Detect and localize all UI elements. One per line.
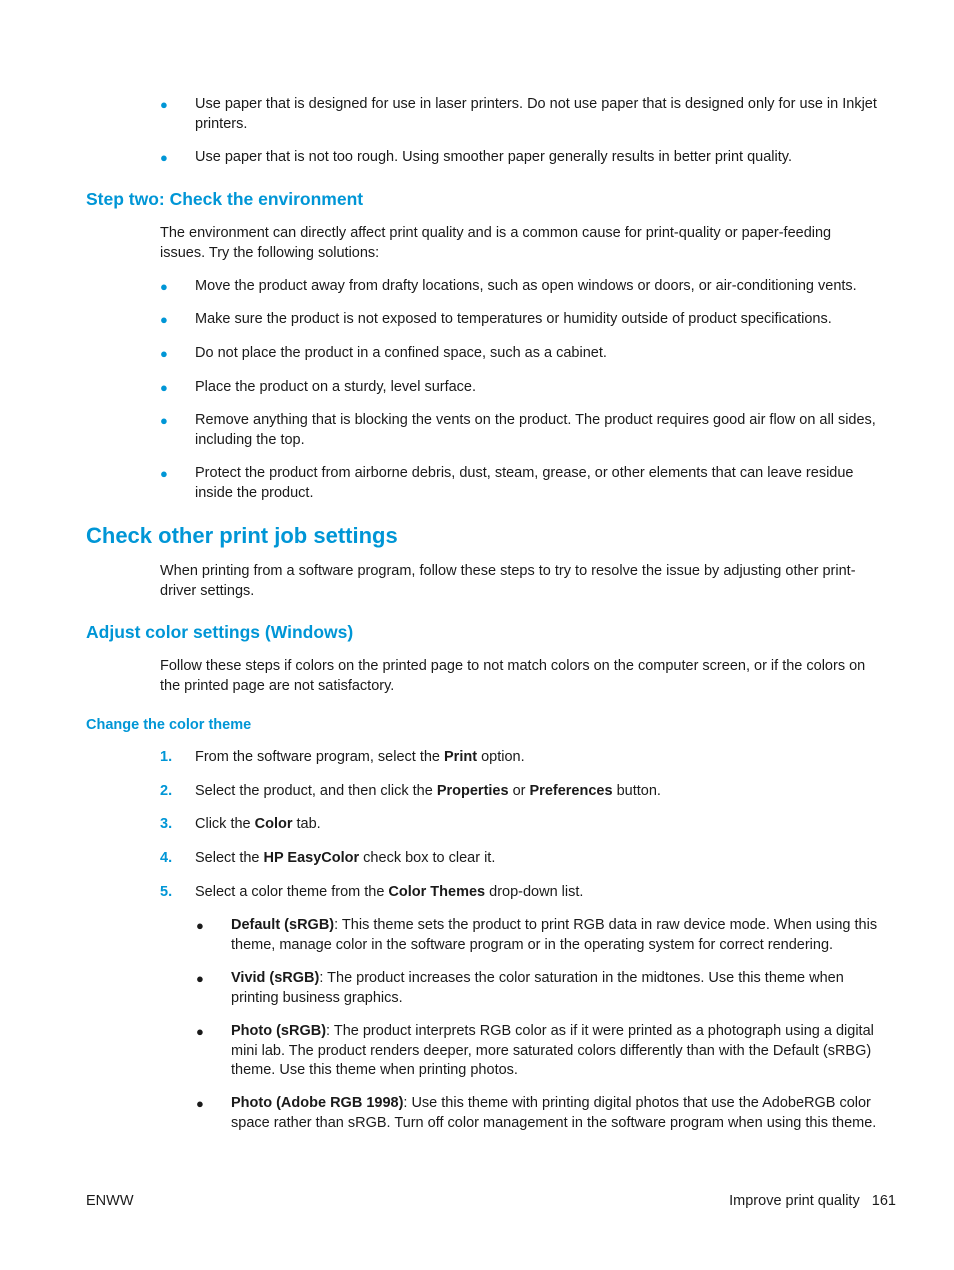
step-text: Select a color theme from the	[195, 884, 389, 900]
bullet-text: Make sure the product is not exposed to temperatures or humidity outside of product specifications.	[195, 311, 832, 327]
step-item	[160, 883, 890, 903]
section-heading-check-other: Check other print job settings	[86, 523, 398, 548]
bullet-text: Protect the product from airborne debris, dust, steam, grease, or other elements that can leave residue inside the product.	[195, 465, 854, 501]
bullet-text: Move the product away from drafty locations, such as open windows or doors, or air-conditioning vents.	[195, 278, 857, 294]
bullet-text: Do not place the product in a confined space, such as a cabinet.	[195, 345, 607, 361]
list-item	[160, 277, 890, 297]
list-item	[160, 95, 890, 134]
step-text: or	[508, 783, 530, 799]
page-number: 161	[871, 1193, 896, 1209]
footer-left: ENWW	[86, 1193, 134, 1209]
list-item	[160, 411, 890, 450]
adjust-color-intro: Follow these steps if colors on the printed page to not match colors on the computer screen, or if the colors on the printed page are not satisfactory.	[160, 658, 866, 694]
step-text: Click the	[195, 816, 255, 832]
step-text: button.	[612, 783, 661, 799]
check-other-intro: When printing from a software program, follow these steps to try to resolve the issue by adjusting other print-driver settings.	[160, 563, 856, 599]
bullet-text: Place the product on a sturdy, level surface.	[195, 379, 477, 395]
bullet-icon: ●	[196, 971, 204, 986]
step-ui-term: Properties	[436, 783, 509, 799]
theme-description: : The product increases the color saturation in the midtones. Use this theme when printing business graphics.	[231, 970, 844, 1006]
bullet-icon: ●	[160, 279, 168, 294]
step-text: Select the product, and then click the	[195, 783, 437, 799]
theme-item	[196, 916, 886, 955]
step-text: check box to clear it.	[359, 850, 496, 866]
subsection-heading-change-theme: Change the color theme	[86, 717, 252, 733]
theme-name: Vivid (sRGB)	[231, 970, 320, 986]
step-text: drop-down list.	[485, 884, 584, 900]
list-item	[160, 148, 890, 168]
bullet-icon: ●	[160, 380, 168, 395]
bullet-icon: ●	[160, 413, 168, 428]
theme-name: Default (sRGB)	[231, 917, 335, 933]
step-item	[160, 849, 890, 869]
theme-description: : The product interprets RGB color as if it were printed as a photograph using a digital mini lab. The product renders deeper, more saturated colors differently than with the Default (sRBG) theme. Use this theme when printing photos.	[231, 1023, 874, 1078]
footer-section-title: Improve print quality	[729, 1193, 860, 1209]
bullet-text: Use paper that is not too rough. Using smoother paper generally results in better print quality.	[195, 149, 792, 165]
list-item	[160, 378, 890, 398]
step-item	[160, 782, 890, 802]
bullet-icon: ●	[196, 1024, 204, 1039]
step-two-intro: The environment can directly affect print quality and is a common cause for print-quality or paper-feeding issues. Try the following solutions:	[160, 225, 832, 261]
step-number: 5.	[160, 884, 173, 900]
step-ui-term: Color Themes	[388, 884, 486, 900]
list-item	[160, 344, 890, 364]
footer-right	[729, 1192, 896, 1211]
step-ui-term: Color	[254, 816, 293, 832]
list-item	[160, 310, 890, 330]
bullet-text: Remove anything that is blocking the vents on the product. The product requires good air flow on all sides, including the top.	[195, 412, 876, 448]
step-number: 1.	[160, 749, 173, 765]
step-ui-term: Preferences	[529, 783, 613, 799]
bullet-icon: ●	[160, 346, 168, 361]
bullet-icon: ●	[160, 150, 168, 165]
step-number: 3.	[160, 816, 173, 832]
section-heading-adjust-color: Adjust color settings (Windows)	[86, 622, 354, 642]
step-text: tab.	[292, 816, 321, 832]
step-ui-term: HP EasyColor	[263, 850, 360, 866]
step-text: option.	[477, 749, 525, 765]
step-number: 4.	[160, 850, 173, 866]
step-number: 2.	[160, 783, 173, 799]
theme-item	[196, 969, 886, 1008]
step-ui-term: Print	[444, 749, 478, 765]
step-text: Select the	[195, 850, 264, 866]
theme-description: : This theme sets the product to print RGB data in raw device mode. When using this theme, manage color in the software program or in the operating system for correct rendering.	[231, 917, 878, 953]
list-item	[160, 464, 890, 503]
theme-item	[196, 1094, 886, 1133]
theme-item	[196, 1022, 886, 1081]
step-item	[160, 748, 890, 768]
bullet-icon: ●	[160, 466, 168, 481]
section-heading-step-two: Step two: Check the environment	[86, 189, 364, 209]
bullet-icon: ●	[160, 97, 168, 112]
step-text: From the software program, select the	[195, 749, 445, 765]
theme-description: : Use this theme with printing digital photos that use the AdobeRGB color space rather than sRGB. Turn off color management in the software program when using this theme.	[231, 1095, 877, 1131]
theme-name: Photo (Adobe RGB 1998)	[231, 1095, 404, 1111]
bullet-icon: ●	[196, 918, 204, 933]
bullet-icon: ●	[160, 312, 168, 327]
step-item	[160, 815, 890, 835]
bullet-text: Use paper that is designed for use in laser printers. Do not use paper that is designed only for use in Inkjet printers.	[195, 96, 877, 132]
bullet-icon: ●	[196, 1096, 204, 1111]
theme-name: Photo (sRGB)	[231, 1023, 327, 1039]
